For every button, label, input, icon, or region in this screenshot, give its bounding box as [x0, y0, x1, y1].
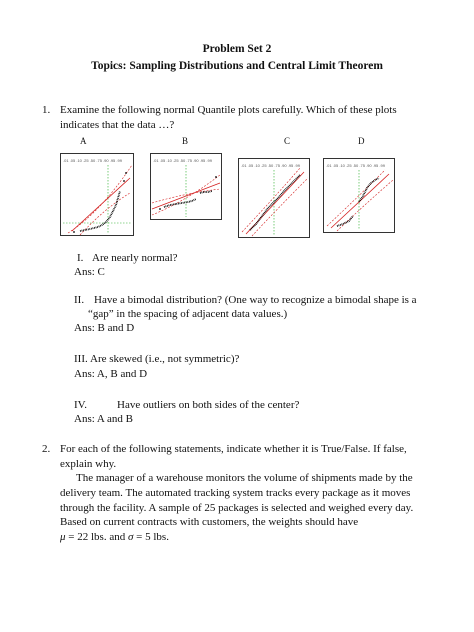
q1-prompt-line2: indicates that the data …?: [60, 119, 175, 131]
q1-part-ii-answer: Ans: B and D: [74, 322, 135, 334]
sigma-value: = 5 lbs.: [133, 531, 169, 543]
q2-paragraph-line1: The manager of a warehouse monitors the volume of shipments made by the: [76, 472, 413, 484]
page-subtitle: Topics: Sampling Distributions and Central Limit Theorem: [91, 60, 383, 72]
q1-part-iii-question: Are skewed (i.e., not symmetric)?: [90, 353, 240, 365]
quantile-plot-b: [150, 153, 222, 220]
plot-label-b: B: [182, 136, 189, 146]
q2-prompt-line1: For each of the following statements, indicate whether it is True/False. If false,: [60, 443, 407, 455]
quantile-plot-d: [323, 158, 395, 233]
q1-number: 1.: [42, 104, 51, 116]
q1-part-ii-question-line2: “gap” in the spacing of adjacent data values.): [88, 308, 288, 320]
plot-label-c: C: [284, 136, 291, 146]
plot-a-ticks: .01 .05 .10 .25 .50 .75 .90 .95 .99: [63, 158, 122, 163]
quantile-plot-c: [238, 158, 310, 238]
q1-part-ii-question-line1: Have a bimodal distribution? (One way to recognize a bimodal shape is a: [94, 294, 417, 306]
q1-part-iv-question: Have outliers on both sides of the center?: [117, 399, 300, 411]
q1-part-i-answer: Ans: C: [74, 266, 105, 278]
q1-part-iii-label: III.: [74, 353, 88, 365]
q1-prompt-line1: Examine the following normal Quantile plots carefully. Which of these plots: [60, 104, 397, 116]
q2-parameters: [60, 531, 169, 544]
quantile-plot-a: [60, 153, 134, 236]
q2-paragraph-line2: delivery team. The automated tracking system tracks every package as it moves: [60, 487, 411, 499]
q1-part-iv-label: IV.: [74, 399, 87, 411]
plot-label-d: D: [358, 136, 365, 146]
mu-value: = 22 lbs. and: [65, 531, 128, 543]
q1-part-iv-answer: Ans: A and B: [74, 413, 133, 425]
q1-part-i-question: Are nearly normal?: [92, 252, 178, 264]
mu-symbol: μ: [60, 531, 66, 543]
page-title: Problem Set 2: [202, 43, 272, 55]
q2-paragraph-line3: through the facility. A sample of 25 packages is selected and weighed every day.: [60, 502, 414, 514]
q1-part-iii-answer: Ans: A, B and D: [74, 368, 148, 380]
q2-paragraph-line4: Based on current contracts with customers, the weights should have: [60, 516, 359, 528]
q1-part-i-label: I.: [77, 252, 84, 264]
q2-prompt-line2: explain why.: [60, 458, 117, 470]
sigma-symbol: σ: [127, 531, 134, 543]
q2-number: 2.: [42, 443, 51, 455]
plot-c-ticks: .01 .05 .10 .25 .50 .75 .90 .95 .99: [241, 163, 300, 168]
plot-b-ticks: .01 .05 .10 .25 .50 .75 .90 .95 .99: [153, 158, 212, 163]
plot-d-ticks: .01 .05 .10 .25 .50 .75 .90 .95 .99: [326, 163, 385, 168]
plot-label-a: A: [80, 136, 87, 146]
q1-part-ii-label: II.: [74, 294, 85, 306]
